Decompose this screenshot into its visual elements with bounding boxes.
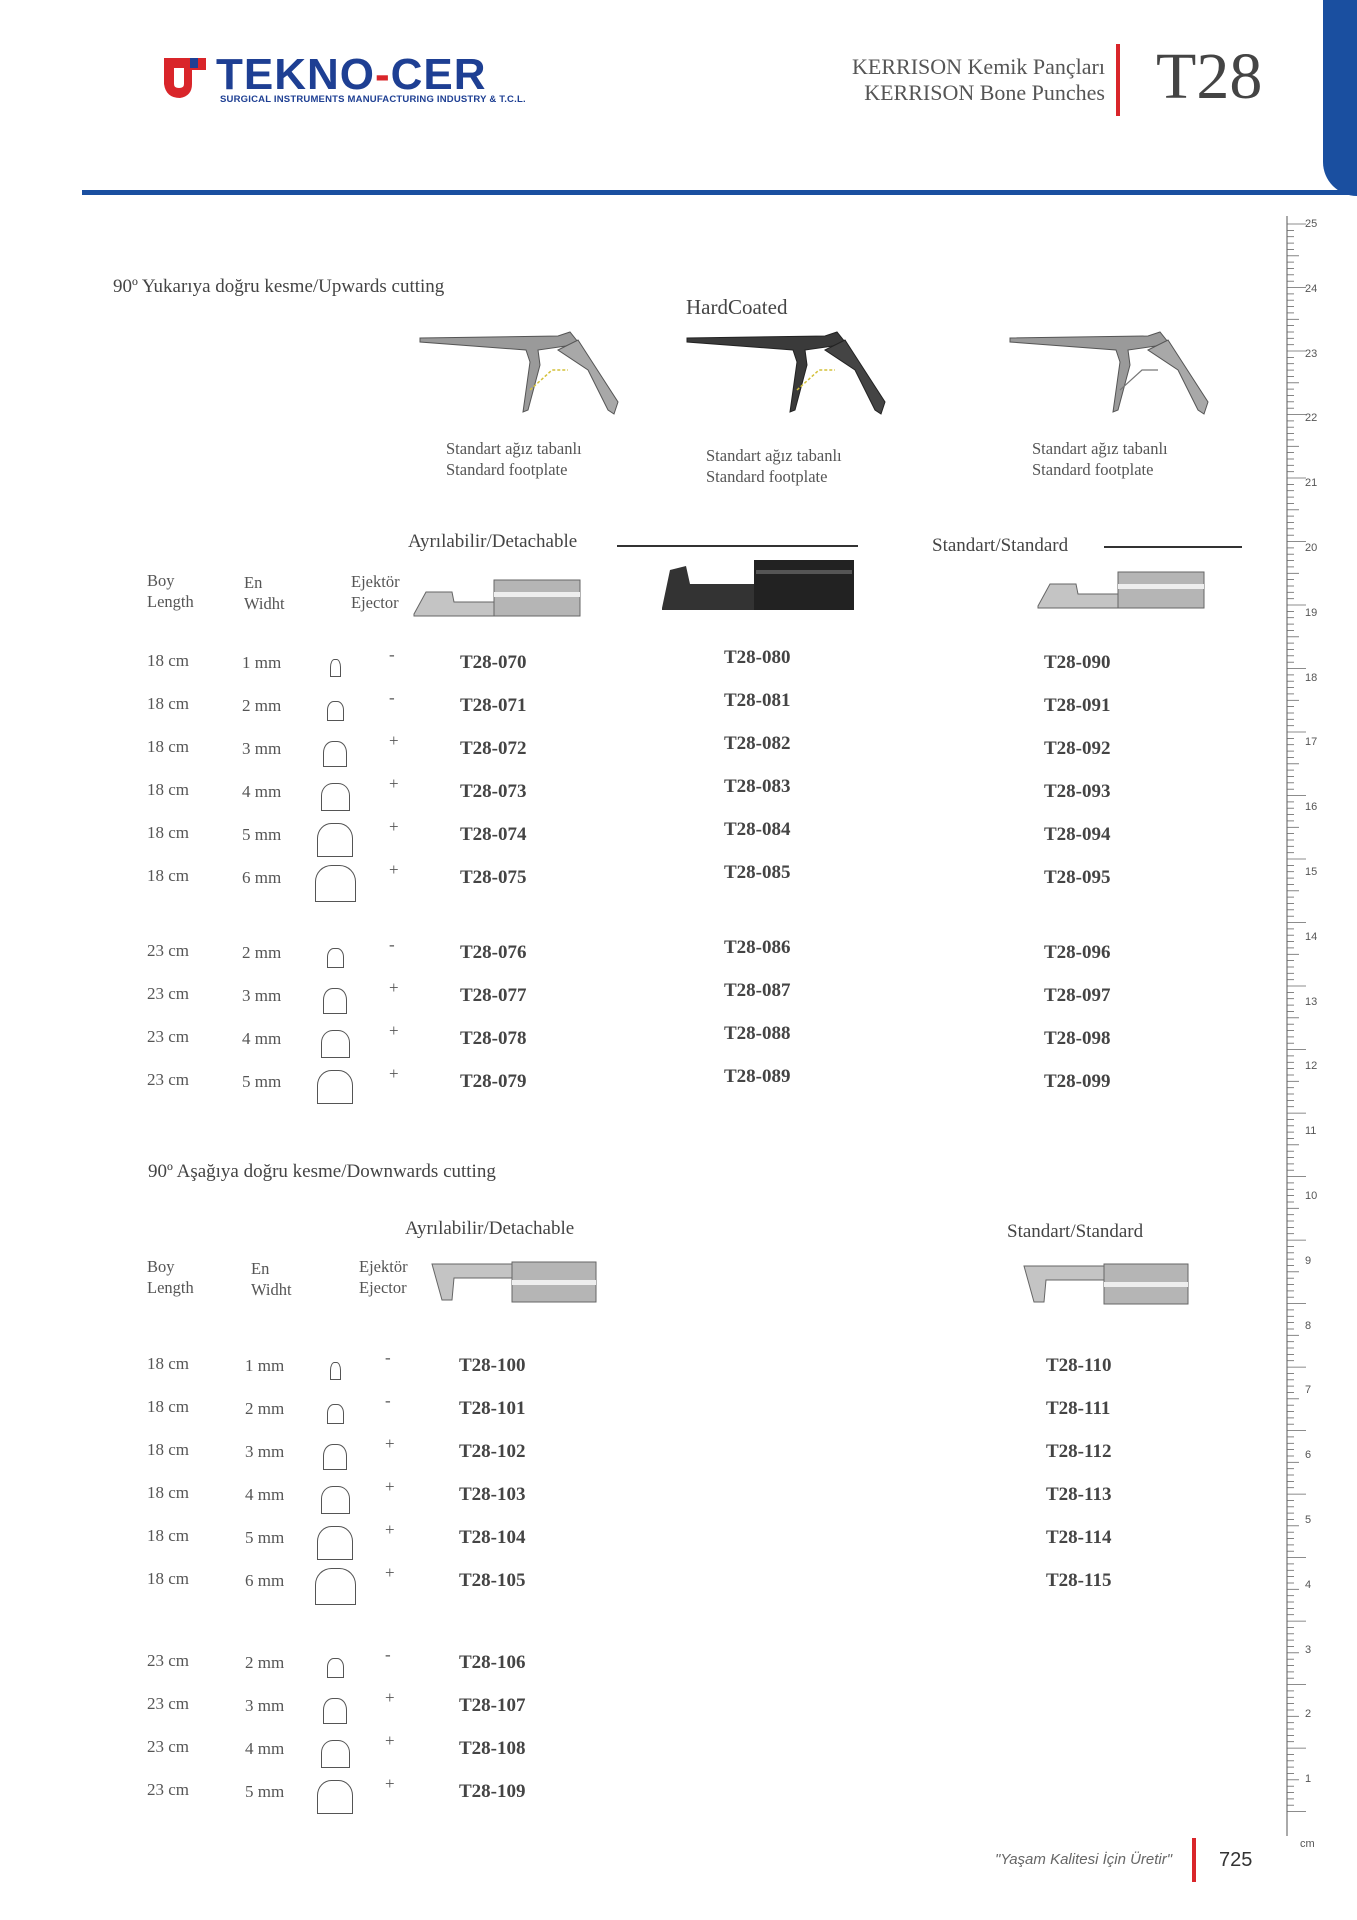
product-code-standard: T28-099: [1044, 1071, 1111, 1092]
column-header-length-down: Boy Length: [147, 1257, 194, 1297]
row-width: 1 mm: [245, 1356, 285, 1375]
catalog-title-tr: KERRISON Kemik Pançları: [852, 54, 1105, 79]
ruler-number: 3: [1305, 1643, 1312, 1656]
row-length: 23 cm: [147, 984, 190, 1003]
row-length: 18 cm: [147, 823, 190, 842]
cm-ruler: [1286, 216, 1306, 1836]
jaw-width-icon: [321, 1030, 350, 1058]
detachable-label-down: Ayrılabilir/Detachable: [405, 1218, 575, 1239]
row-width: 3 mm: [245, 1696, 285, 1715]
catalog-title: [852, 54, 1105, 106]
detachable-tip-image-down: [430, 1260, 598, 1306]
ruler-number: 5: [1305, 1514, 1312, 1526]
product-code: T28-108: [459, 1738, 526, 1759]
jaw-width-icon: [321, 783, 350, 811]
product-code-hardcoated: T28-080: [724, 647, 791, 668]
row-width: 6 mm: [242, 868, 282, 887]
product-code: T28-103: [459, 1484, 526, 1505]
jaw-width-icon: [323, 1444, 347, 1470]
product-code: T28-106: [459, 1652, 526, 1673]
catalog-title-en: KERRISON Bone Punches: [864, 80, 1105, 105]
standard-tip-image-down: [1022, 1262, 1190, 1308]
ruler-number: 8: [1305, 1319, 1312, 1332]
ruler-number: 13: [1305, 995, 1318, 1008]
row-ejector: +: [389, 817, 399, 836]
row-width: 4 mm: [242, 782, 282, 801]
row-width: 2 mm: [242, 943, 282, 962]
jaw-width-icon: [323, 741, 347, 767]
product-code-hardcoated: T28-088: [724, 1023, 791, 1044]
row-ejector: +: [385, 1563, 395, 1582]
detachable-tip-image: [412, 578, 582, 620]
product-code-hardcoated: T28-082: [724, 733, 791, 754]
product-code: T28-100: [459, 1355, 526, 1376]
product-code: T28-101: [459, 1398, 526, 1419]
product-code: T28-079: [460, 1071, 527, 1092]
row-ejector: +: [389, 1064, 399, 1083]
ruler-number: 14: [1305, 930, 1318, 943]
product-code: T28-078: [460, 1028, 527, 1049]
ruler-number: 22: [1305, 412, 1318, 425]
row-length: 18 cm: [147, 1354, 190, 1373]
column-header-ejector: Ejektör Ejector: [351, 572, 400, 612]
ruler-number: 17: [1305, 736, 1318, 749]
jaw-width-icon: [323, 988, 347, 1014]
ruler-number: 4: [1305, 1578, 1312, 1591]
product-code: T28-070: [460, 652, 527, 673]
row-width: 6 mm: [245, 1571, 285, 1590]
jaw-width-icon: [315, 1568, 356, 1605]
ruler-number: 12: [1305, 1060, 1318, 1073]
column-header-length: Boy Length: [147, 571, 194, 611]
product-code-standard: T28-091: [1044, 695, 1111, 716]
jaw-width-icon: [317, 1070, 353, 1104]
product-code: T28-077: [460, 985, 527, 1006]
row-width: 3 mm: [245, 1442, 285, 1461]
product-code-standard: T28-090: [1044, 652, 1111, 673]
ruler-number: 11: [1305, 1125, 1317, 1138]
product-code-hardcoated: T28-086: [724, 937, 791, 958]
jaw-width-icon: [330, 659, 341, 677]
column-header-width: En Widht: [244, 573, 285, 613]
jaw-width-icon: [321, 1740, 350, 1768]
ruler-number: 9: [1305, 1254, 1312, 1267]
downwards-section-title: 90º Aşağıya doğru kesme/Downwards cutting: [148, 1161, 496, 1182]
row-ejector: +: [389, 731, 399, 750]
ruler-number: 1: [1305, 1773, 1312, 1786]
catalog-code: T28: [1156, 40, 1263, 113]
jaw-width-icon: [327, 1658, 344, 1678]
ruler-number: 6: [1305, 1449, 1312, 1462]
footplate-caption-2: Standart ağız tabanlı Standard footplate: [706, 446, 842, 486]
product-code-standard: T28-113: [1046, 1484, 1112, 1505]
footer-divider: [1192, 1838, 1196, 1882]
row-width: 2 mm: [245, 1653, 285, 1672]
ruler-number: 23: [1305, 347, 1318, 360]
product-code-hardcoated: T28-087: [724, 980, 791, 1001]
product-code-hardcoated: T28-089: [724, 1066, 791, 1087]
row-length: 18 cm: [147, 866, 190, 885]
standard-label-down: Standart/Standard: [1007, 1221, 1144, 1242]
ruler-number: 25: [1305, 218, 1318, 230]
standard-tip-image: [1036, 570, 1206, 612]
product-code-standard: T28-114: [1046, 1527, 1112, 1548]
row-ejector: +: [385, 1688, 395, 1707]
product-code: T28-076: [460, 942, 527, 963]
logo-mark-icon: [160, 54, 210, 102]
row-length: 23 cm: [147, 1737, 190, 1756]
row-ejector: +: [389, 860, 399, 879]
row-ejector: +: [385, 1434, 395, 1453]
product-code: T28-104: [459, 1527, 526, 1548]
hardcoated-label: HardCoated: [686, 295, 788, 319]
product-code-standard: T28-094: [1044, 824, 1111, 845]
product-code-standard: T28-097: [1044, 985, 1111, 1006]
row-length: 18 cm: [147, 1397, 190, 1416]
ruler-number: 21: [1305, 477, 1318, 490]
hardcoated-divider-line: [617, 545, 858, 547]
row-ejector: -: [385, 1348, 391, 1367]
product-code: T28-109: [459, 1781, 526, 1802]
row-length: 23 cm: [147, 1780, 190, 1799]
row-ejector: +: [385, 1520, 395, 1539]
row-ejector: +: [385, 1774, 395, 1793]
ruler-number: 15: [1305, 866, 1318, 878]
row-ejector: -: [389, 688, 395, 707]
product-code: T28-073: [460, 781, 527, 802]
ruler-number: 20: [1305, 542, 1318, 554]
row-width: 4 mm: [245, 1485, 285, 1504]
product-code: T28-074: [460, 824, 527, 845]
product-code-standard: T28-098: [1044, 1028, 1111, 1049]
jaw-width-icon: [330, 1362, 341, 1380]
row-ejector: -: [385, 1645, 391, 1664]
row-length: 18 cm: [147, 780, 190, 799]
row-length: 18 cm: [147, 1440, 190, 1459]
product-code-standard: T28-111: [1046, 1398, 1111, 1419]
punch-instrument-image-standard: [1008, 330, 1213, 430]
hardcoated-tip-image: [660, 556, 856, 614]
row-length: 18 cm: [147, 1483, 190, 1502]
header-rule: [82, 190, 1357, 195]
ruler-number: 18: [1305, 671, 1318, 684]
row-width: 2 mm: [242, 696, 282, 715]
header-corner-band: [1323, 0, 1357, 196]
row-length: 18 cm: [147, 651, 190, 670]
standard-divider-line: [1104, 546, 1242, 548]
brand-name: TEKNO-CER: [216, 50, 487, 99]
jaw-width-icon: [321, 1486, 350, 1514]
jaw-width-icon: [315, 865, 356, 902]
row-length: 23 cm: [147, 1651, 190, 1670]
hardcoated-punch-image: [685, 330, 890, 430]
row-ejector: +: [389, 978, 399, 997]
jaw-width-icon: [327, 948, 344, 968]
row-length: 18 cm: [147, 737, 190, 756]
row-ejector: +: [389, 774, 399, 793]
jaw-width-icon: [327, 701, 344, 721]
row-length: 23 cm: [147, 941, 190, 960]
standard-label: Standart/Standard: [932, 535, 1069, 556]
row-width: 3 mm: [242, 986, 282, 1005]
jaw-width-icon: [317, 823, 353, 857]
footplate-caption-3: Standart ağız tabanlı Standard footplate: [1032, 439, 1168, 479]
product-code: T28-102: [459, 1441, 526, 1462]
jaw-width-icon: [323, 1698, 347, 1724]
row-length: 23 cm: [147, 1027, 190, 1046]
row-width: 4 mm: [242, 1029, 282, 1048]
product-code: T28-072: [460, 738, 527, 759]
punch-instrument-image: [418, 330, 623, 430]
brand-subtitle: SURGICAL INSTRUMENTS MANUFACTURING INDUSTRY & T.C.L.: [220, 94, 526, 105]
product-code: T28-075: [460, 867, 527, 888]
product-code: T28-071: [460, 695, 527, 716]
row-length: 18 cm: [147, 1526, 190, 1545]
detachable-label: Ayrılabilir/Detachable: [408, 531, 578, 552]
row-length: 23 cm: [147, 1070, 190, 1089]
jaw-width-icon: [327, 1404, 344, 1424]
row-width: 3 mm: [242, 739, 282, 758]
row-width: 2 mm: [245, 1399, 285, 1418]
product-code-standard: T28-110: [1046, 1355, 1112, 1376]
product-code-hardcoated: T28-085: [724, 862, 791, 883]
product-code-standard: T28-093: [1044, 781, 1111, 802]
jaw-width-icon: [317, 1780, 353, 1814]
row-length: 18 cm: [147, 694, 190, 713]
product-code-standard: T28-112: [1046, 1441, 1112, 1462]
brand-logo: [160, 50, 526, 108]
row-ejector: +: [385, 1477, 395, 1496]
product-code-standard: T28-115: [1046, 1570, 1112, 1591]
row-ejector: -: [389, 645, 395, 664]
ruler-number: 2: [1305, 1708, 1312, 1721]
row-ejector: -: [389, 935, 395, 954]
product-code-standard: T28-096: [1044, 942, 1111, 963]
column-header-ejector-down: Ejektör Ejector: [359, 1257, 408, 1297]
ruler-unit: cm: [1300, 1838, 1315, 1850]
ruler-number: 7: [1305, 1384, 1312, 1397]
product-code-hardcoated: T28-084: [724, 819, 791, 840]
row-width: 5 mm: [245, 1528, 285, 1547]
row-ejector: -: [385, 1391, 391, 1410]
row-ejector: +: [385, 1731, 395, 1750]
product-code: T28-105: [459, 1570, 526, 1591]
page-number: 725: [1219, 1849, 1253, 1871]
upwards-section-title: 90º Yukarıya doğru kesme/Upwards cutting: [113, 276, 445, 297]
ruler-number: 10: [1305, 1190, 1318, 1202]
footer-slogan: "Yaşam Kalitesi İçin Üretir": [995, 1851, 1173, 1868]
header-divider: [1116, 44, 1120, 116]
row-ejector: +: [389, 1021, 399, 1040]
product-code-hardcoated: T28-083: [724, 776, 791, 797]
row-width: 5 mm: [242, 825, 282, 844]
footplate-caption-1: Standart ağız tabanlı Standard footplate: [446, 439, 582, 479]
ruler-number: 16: [1305, 801, 1318, 814]
row-width: 5 mm: [245, 1782, 285, 1801]
row-width: 5 mm: [242, 1072, 282, 1091]
product-code: T28-107: [459, 1695, 526, 1716]
row-width: 4 mm: [245, 1739, 285, 1758]
row-length: 18 cm: [147, 1569, 190, 1588]
jaw-width-icon: [317, 1526, 353, 1560]
ruler-number: 19: [1305, 606, 1318, 619]
product-code-standard: T28-092: [1044, 738, 1111, 759]
product-code-hardcoated: T28-081: [724, 690, 791, 711]
ruler-number: 24: [1305, 282, 1318, 295]
column-header-width-down: En Widht: [251, 1259, 292, 1299]
product-code-standard: T28-095: [1044, 867, 1111, 888]
row-length: 23 cm: [147, 1694, 190, 1713]
row-width: 1 mm: [242, 653, 282, 672]
